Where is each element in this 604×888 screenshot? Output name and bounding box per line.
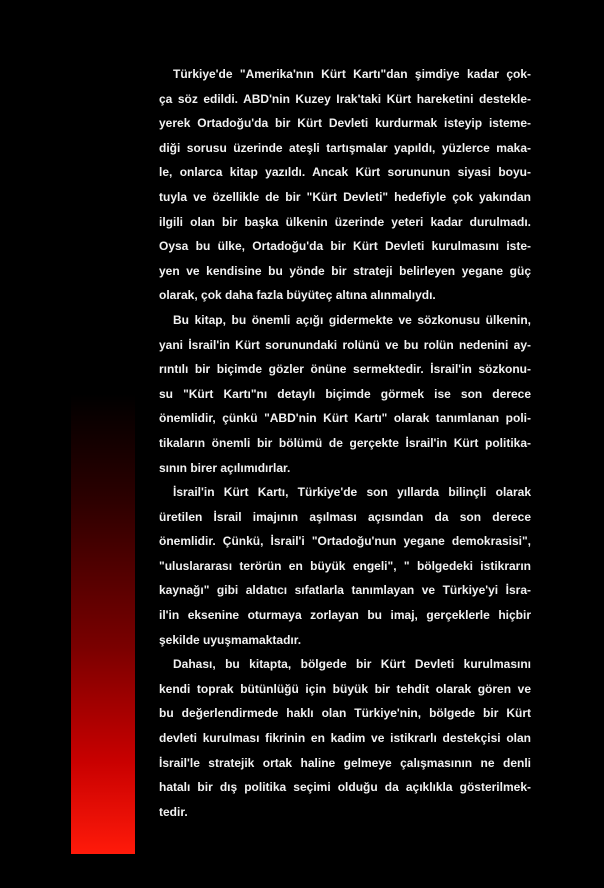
text-line: tikaların önemli bir bölümü de gerçekte İsrail'in Kürt politika- <box>159 435 531 450</box>
text-line: önemlidir. Çünkü, İsrail'i "Ortadoğu'nun yegane demokrasisi", <box>159 534 531 549</box>
text-line: Bu kitap, bu önemli açığı gidermekte ve sözkonusu ülkenin, <box>173 312 531 327</box>
text-line: tuyla ve özellikle de bir "Kürt Devleti" hedefiyle çok yakından <box>159 189 531 204</box>
text-line: devleti kurulması fikrinin en kadim ve istikrarlı destekçisi olan <box>159 731 531 746</box>
paragraph-4 <box>159 652 531 824</box>
text-line: yani İsrail'in Kürt sorunundaki rolünü ve bu rolün nedenini ay- <box>159 337 531 352</box>
text-line: Türkiye'de "Amerika'nın Kürt Kartı"dan şimdiye kadar çok- <box>173 67 531 81</box>
text-line: olarak, çok daha fazla büyüteç altına alınmalıydı. <box>159 288 436 303</box>
text-line: Oysa bu ülke, Ortadoğu'da bir Kürt Devleti kurulmasını iste- <box>159 239 531 254</box>
text-line: sının birer açılımıdırlar. <box>159 460 291 475</box>
text-line: yerek Ortadoğu'da bir Kürt Devleti kurdurmak isteyip isteme- <box>159 116 531 131</box>
text-line: hatalı bir dış politika seçimi olduğu da açıklıkla gösterilmek- <box>159 780 531 795</box>
text-line: kaynağı" gibi aldatıcı sıfatlarla tanımlayan ve Türkiye'yi İsra- <box>159 583 531 598</box>
text-line: "uluslararası terörün en büyük engeli", " bölgedeki istikrarın <box>159 558 531 573</box>
text-line: kendi toprak bütünlüğü için büyük bir tehdit olarak gören ve <box>159 681 531 696</box>
text-line: yen ve kendisine bu yönde bir strateji belirleyen yegane güç <box>159 263 531 278</box>
text-line: le, onlarca kitap yazıldı. Ancak Kürt sorununun siyasi boyu- <box>159 165 531 180</box>
red-gradient-bar <box>71 394 135 854</box>
paragraph-1 <box>159 62 531 308</box>
text-line: su "Kürt Kartı"nı detaylı biçimde görmek ise son derece <box>159 386 531 401</box>
text-line: il'in eksenine oturmaya zorlayan bu imaj, gerçeklerle hiçbir <box>159 608 531 623</box>
text-line: İsrail'in Kürt Kartı, Türkiye'de son yıllarda bilinçli olarak <box>173 485 531 500</box>
text-line: tedir. <box>159 804 188 819</box>
text-line: üretilen İsrail imajının aşılması açısından da son derece <box>159 509 531 524</box>
text-line: ça söz edildi. ABD'nin Kuzey Irak'taki Kürt hareketini destekle- <box>159 91 531 106</box>
text-line: önemlidir, çünkü "ABD'nin Kürt Kartı" olarak tanımlanan poli- <box>159 411 531 426</box>
paragraph-2 <box>159 308 531 480</box>
blurb-text-block <box>159 62 531 824</box>
text-line: ilgili olan bir başka ülkenin üzerinde yeteri kadar durulmadı. <box>159 214 531 229</box>
text-line: rıntılı bir biçimde gözler önüne sermektedir. İsrail'in sözkonu- <box>159 362 531 377</box>
text-line: şekilde uyuşmamaktadır. <box>159 632 302 647</box>
text-line: İsrail'le stratejik ortak haline gelmeye çalışmasının ne denli <box>159 755 531 770</box>
text-line: Dahası, bu kitapta, bölgede bir Kürt Devleti kurulmasını <box>173 657 531 672</box>
text-line: diği sorusu üzerinde ateşli tartışmalar yapıldı, yüzlerce maka- <box>159 140 531 155</box>
paragraph-3 <box>159 480 531 652</box>
text-line: bu değerlendirmede haklı olan Türkiye'nin, bölgede bir Kürt <box>159 706 531 721</box>
